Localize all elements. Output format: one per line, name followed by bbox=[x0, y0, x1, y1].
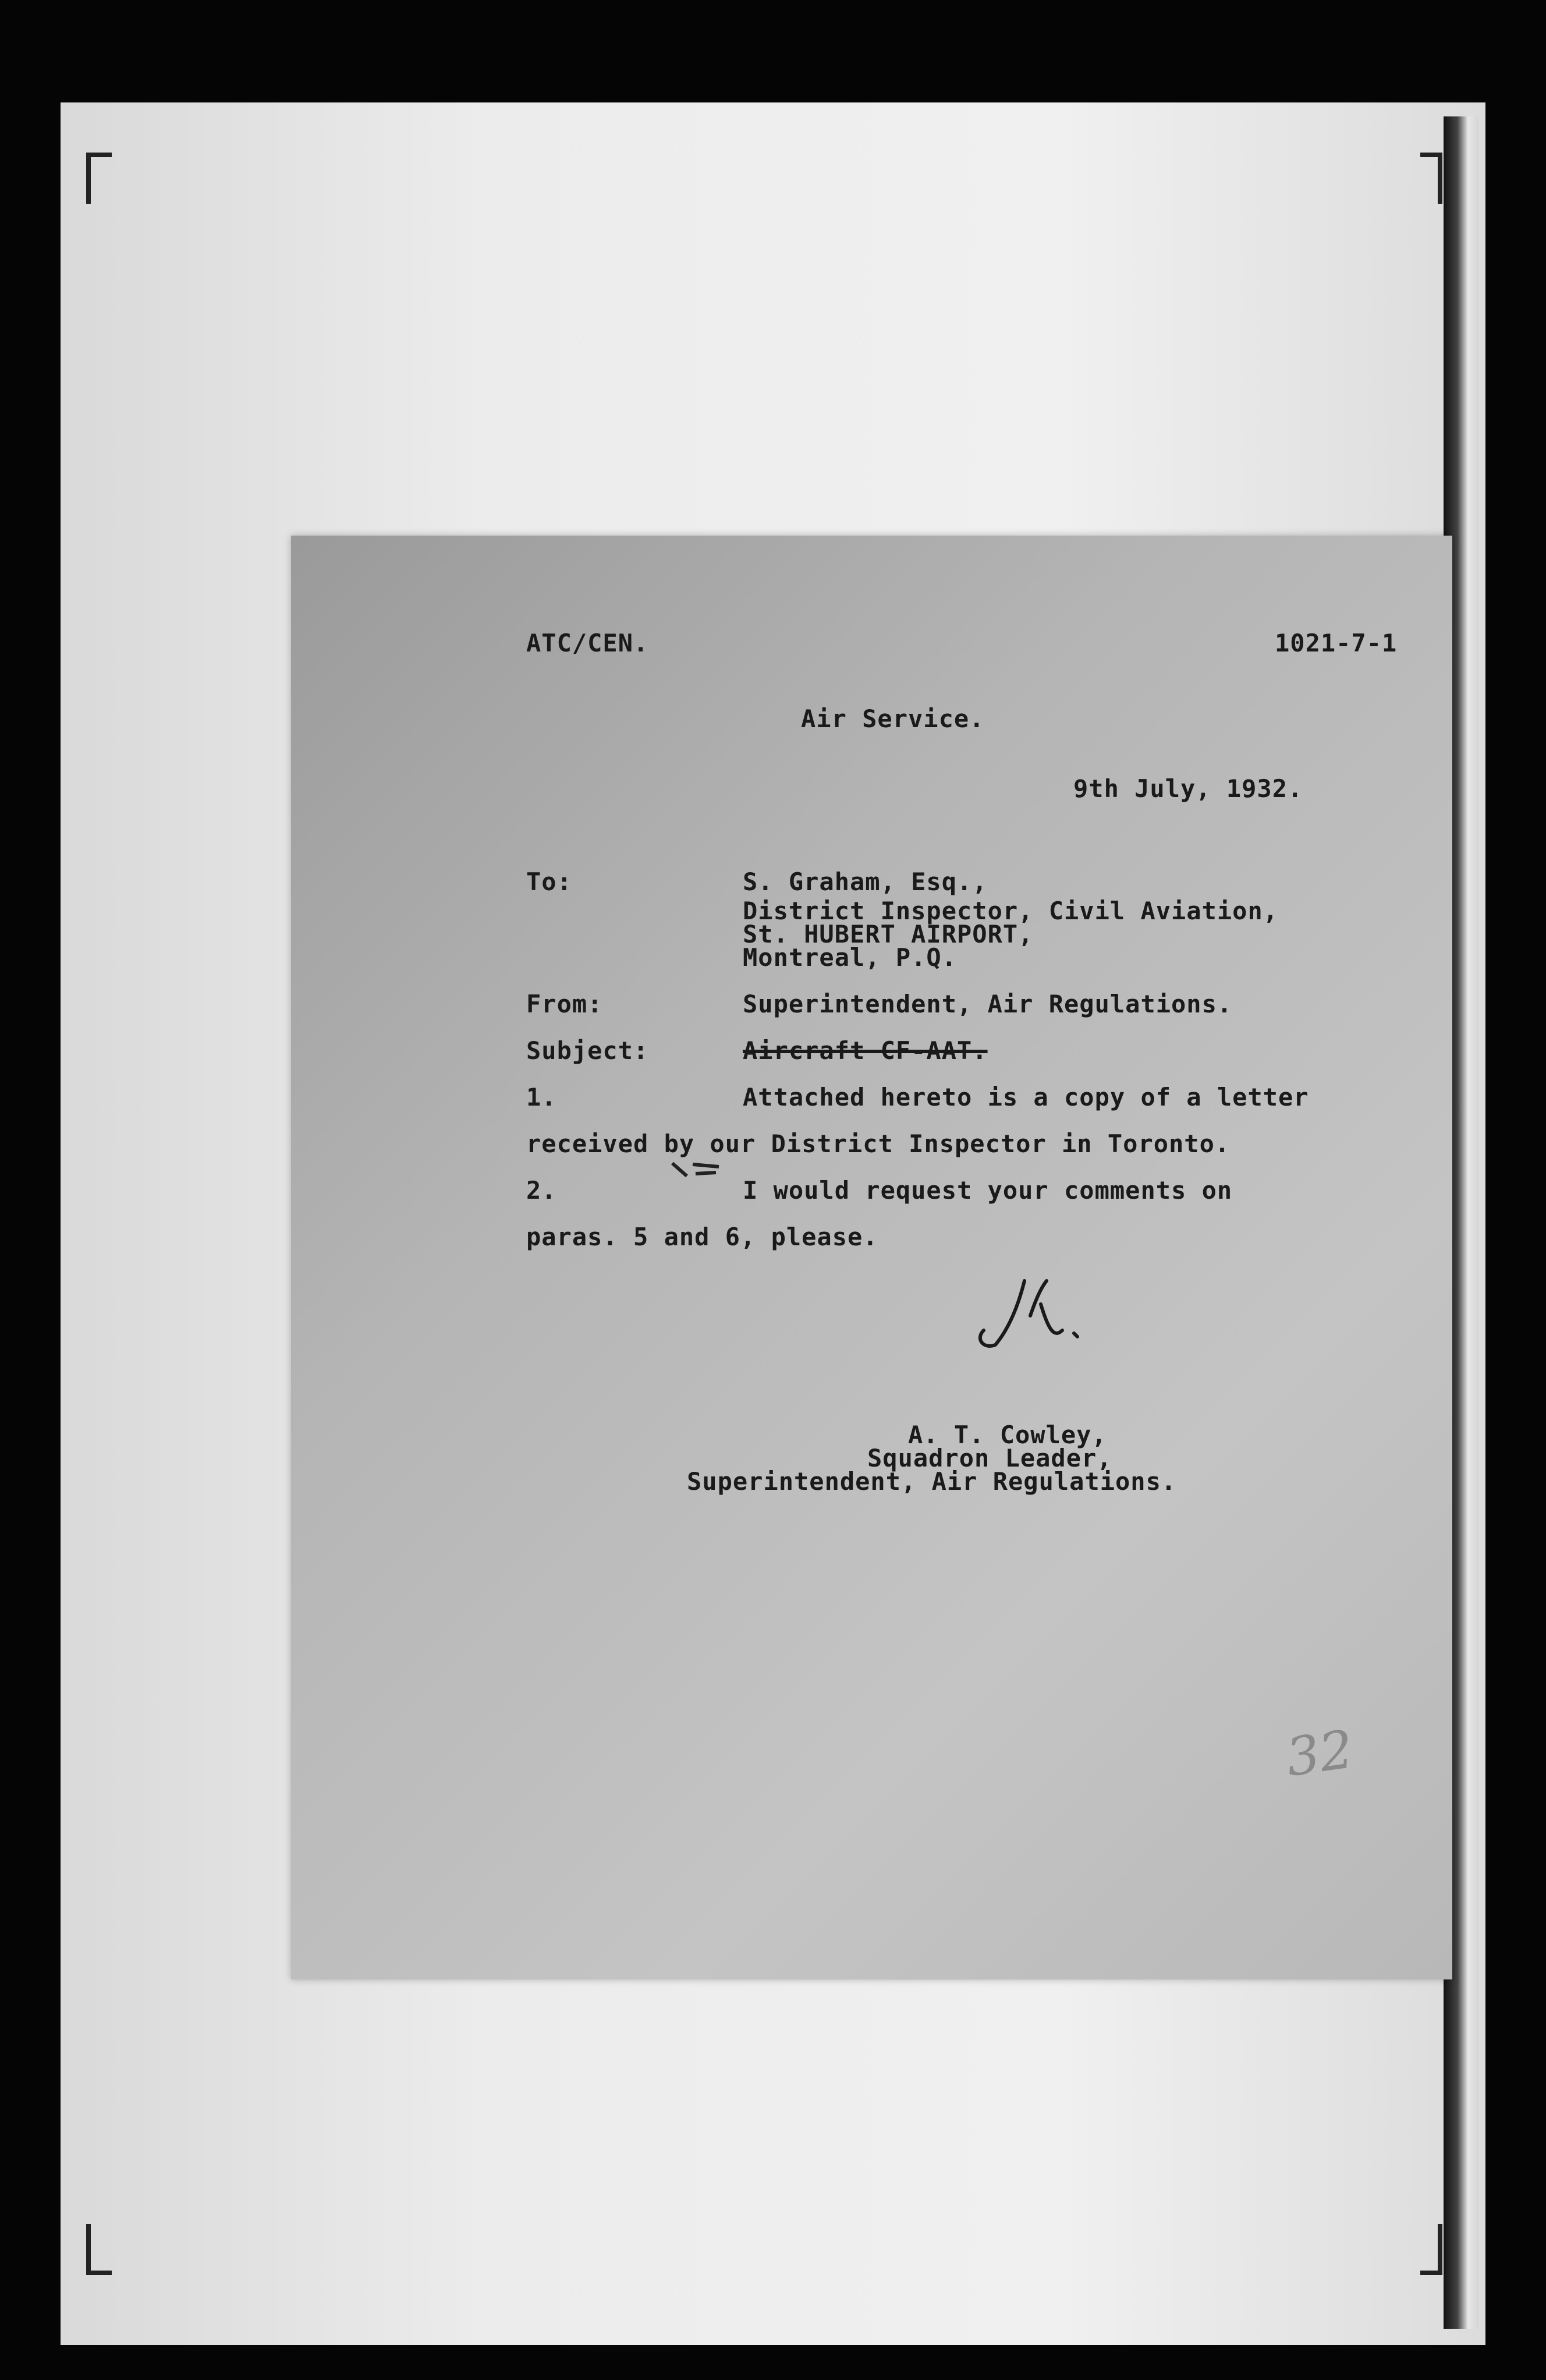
from-value: Superintendent, Air Regulations. bbox=[743, 990, 1233, 1018]
paragraph-number: 2. bbox=[526, 1176, 557, 1205]
paragraph-line: I would request your comments on bbox=[743, 1176, 1233, 1205]
crop-mark-top-left bbox=[86, 153, 112, 204]
paragraph-number: 1. bbox=[526, 1083, 557, 1111]
to-line: St. HUBERT AIRPORT, bbox=[743, 920, 1034, 948]
to-label: To: bbox=[526, 867, 572, 896]
to-line: District Inspector, Civil Aviation, bbox=[743, 897, 1279, 925]
signature-line: Squadron Leader, bbox=[867, 1444, 1112, 1472]
paragraph-line: received by our District Inspector in Toronto. bbox=[526, 1129, 1231, 1158]
letter-sheet bbox=[291, 536, 1452, 1979]
reference-right: 1021-7-1 bbox=[1275, 629, 1398, 657]
to-line: S. Graham, Esq., bbox=[743, 867, 988, 896]
letter-title: Air Service. bbox=[801, 704, 985, 733]
to-line: Montreal, P.Q. bbox=[743, 943, 958, 972]
handwritten-initials bbox=[960, 1275, 1100, 1357]
signature-line: Superintendent, Air Regulations. bbox=[687, 1467, 1177, 1496]
from-label: From: bbox=[526, 990, 603, 1018]
crop-mark-bottom-right bbox=[1420, 2224, 1442, 2275]
paragraph-line: paras. 5 and 6, please. bbox=[526, 1223, 878, 1251]
pencil-tick-mark bbox=[669, 1159, 728, 1182]
subject-label: Subject: bbox=[526, 1036, 649, 1065]
crop-mark-bottom-left bbox=[86, 2224, 112, 2275]
paragraph-line: Attached hereto is a copy of a letter bbox=[743, 1083, 1309, 1111]
subject-value: Aircraft CF-AAT. bbox=[743, 1036, 988, 1065]
signature-line: A. T. Cowley, bbox=[908, 1421, 1107, 1449]
crop-mark-top-right bbox=[1420, 153, 1442, 204]
reference-left: ATC/CEN. bbox=[526, 629, 649, 657]
letter-date: 9th July, 1932. bbox=[1073, 774, 1303, 803]
folio-number: 32 bbox=[1282, 1719, 1357, 1789]
